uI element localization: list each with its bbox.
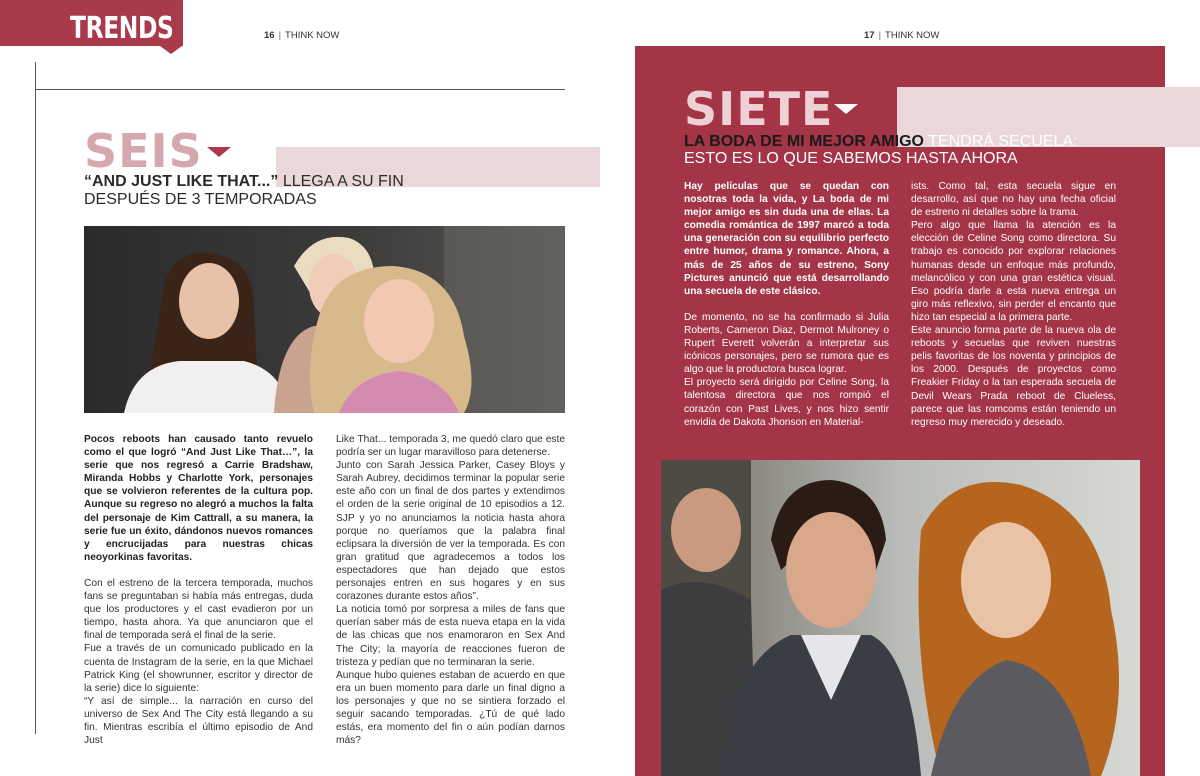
article-column-left-1	[84, 433, 313, 747]
paragraph: Este anuncio forma parte de la nueva ola de reboots y secuelas que reviven nuestras pelis favoritas de los noventa y principios de los 2000. Después de proyectos como Freakier Friday o la tan esperada secuela de Devil Wears Prada reboot de Clueless, parece que las romcoms están teniendo un regreso muy merecido y deseado.	[911, 325, 1116, 428]
article-column-right-2	[911, 180, 1116, 429]
article-title-left-bold: “AND JUST LIKE THAT...”	[84, 173, 279, 190]
article-title-left	[84, 173, 404, 209]
article-column-right-1	[684, 180, 889, 429]
section-tab-label: TRENDS	[70, 11, 174, 46]
article-title-right-rest: TENDRÁ SECUELA: ESTO ES LO QUE SABEMOS HASTA AHORA	[684, 133, 1078, 167]
paragraph: ists. Como tal, esta secuela sigue en desarrollo, así que no hay una fecha oficial de estreno ni detalles sobre la trama.	[911, 181, 1116, 219]
paragraph: Like That... temporada 3, me quedó claro que este podría ser un lugar maravilloso para detenerse.	[336, 434, 565, 459]
article-title-right	[684, 133, 1104, 167]
photo-my-best-friends-wedding	[661, 460, 1140, 776]
lead-paragraph-right: Hay películas que se quedan con nosotras toda la vida, y La boda de mi mejor amigo es sin duda una de ellas. La comedia romántica de 1997 marcó a toda una generación con su equilibrio perfecto entre humor, drama y romance. Ahora, a más de 25 años de su estreno, Sony Pictures anunció que está desarrollando una secuela de este clásico.	[684, 181, 889, 297]
paragraph: La noticia tomó por sorpresa a miles de fans que querían saber más de esta nueva etapa en la vida de las chicas que nos enamoraron en Sex And The City; la mayoría de reacciones fueron de tristeza y pedían que no terminaran la serie.	[336, 604, 565, 668]
article-number-heading-left: SEIS	[84, 124, 203, 178]
article-title-left-rest: LLEGA A SU FIN DESPUÉS DE 3 TEMPORADAS	[84, 173, 404, 208]
vertical-rule	[35, 62, 36, 734]
page-number-left: 16	[264, 30, 275, 41]
paragraph: El proyecto será dirigido por Celine Song, la talentosa directora que nos rompió el corazón con Past Lives, y nos hizo sentir envidia de Dakota Jhonson en Material-	[684, 377, 889, 428]
paragraph: Junto con Sarah Jessica Parker, Casey Bloys y Sarah Aubrey, decidimos terminar la popular serie este año con un final de dos partes y extendimos el orden de la serie original de 10 episodios a 12. SJP y yo no anunciamos la noticia hasta ahora porque no queríamos que la palabra final eclipsara la diversión de ver la temporada. Es con gran gratitud que agradecemos a todos los espectadores que han dejado que estos personajes entren en sus hogares y en sus corazones durante estos años”.	[336, 460, 565, 603]
photo-and-just-like-that	[84, 226, 565, 413]
horizontal-rule	[35, 89, 565, 90]
paragraph: De momento, no se ha confirmado si Julia Roberts, Cameron Diaz, Dermot Mulroney o Rupert Everett volverán a interpretar sus icónicos personajes, pero se rumora que es algo que la productora busca lograr.	[684, 311, 889, 376]
triangle-down-icon	[207, 147, 231, 157]
article-column-left-2	[336, 433, 565, 747]
folio-right: 17 | THINK NOW	[864, 30, 940, 41]
paragraph: Aunque hubo quienes estaban de acuerdo en que era un buen momento para darle un final digno a los personajes y que no se sintiera forzado el seguir sacando temporadas. ¿Tú de qué lado estás, era momento del fin o aún podían darnos más?	[336, 669, 565, 747]
article-title-right-bold: LA BODA DE MI MEJOR AMIGO	[684, 133, 924, 150]
triangle-down-icon	[834, 104, 858, 114]
paragraph: Con el estreno de la tercera temporada, muchos fans se preguntaban si había más entregas, duda que los productores y el cast evadieron por un tiempo, hasta ahora. Ya que anunciaron que el final de temporada será el final de la serie.	[84, 577, 313, 642]
magazine-name-left: THINK NOW	[285, 30, 340, 41]
magazine-name-right: THINK NOW	[885, 30, 940, 41]
page-number-right: 17	[864, 30, 875, 41]
paragraph: Pero algo que llama la atención es la elección de Celine Song como directora. Su trabajo es conocido por explorar relaciones humanas desde un enfoque más profundo, melancólico y con una gran estética visual. Eso podría darle a esta nueva entrega un giro más reflexivo, sin perder el encanto que hizo tan especial a la primera parte.	[911, 220, 1116, 323]
section-tab-notch	[160, 46, 182, 54]
paragraph: Fue a través de un comunicado publicado en la cuenta de Instagram de la serie, en la que Michael Patrick King (el showrunner, escritor y director de la serie) dice lo siguiente:	[84, 643, 313, 694]
paragraph: “Y así de simple... la narración en curso del universo de Sex And The City está llegando a su fin. Mientras escribía el último episodio de And Just	[84, 695, 313, 747]
lead-paragraph-left: Pocos reboots han causado tanto revuelo como el que logró “And Just Like That…”, la serie que nos regresó a Carrie Bradshaw, Miranda Hobbs y Charlotte York, personajes que se volvieron referentes de la cultura pop. Aunque su regreso no alegró a muchos la falta del personaje de Kim Cattrall, a su manera, la serie fue un éxito, dándonos nuevos romances y encrucijadas para nuestras chicas neoyorkinas favoritas.	[84, 434, 313, 563]
folio-left: 16 | THINK NOW	[264, 30, 340, 41]
article-number-heading-right: SIETE	[684, 82, 834, 136]
